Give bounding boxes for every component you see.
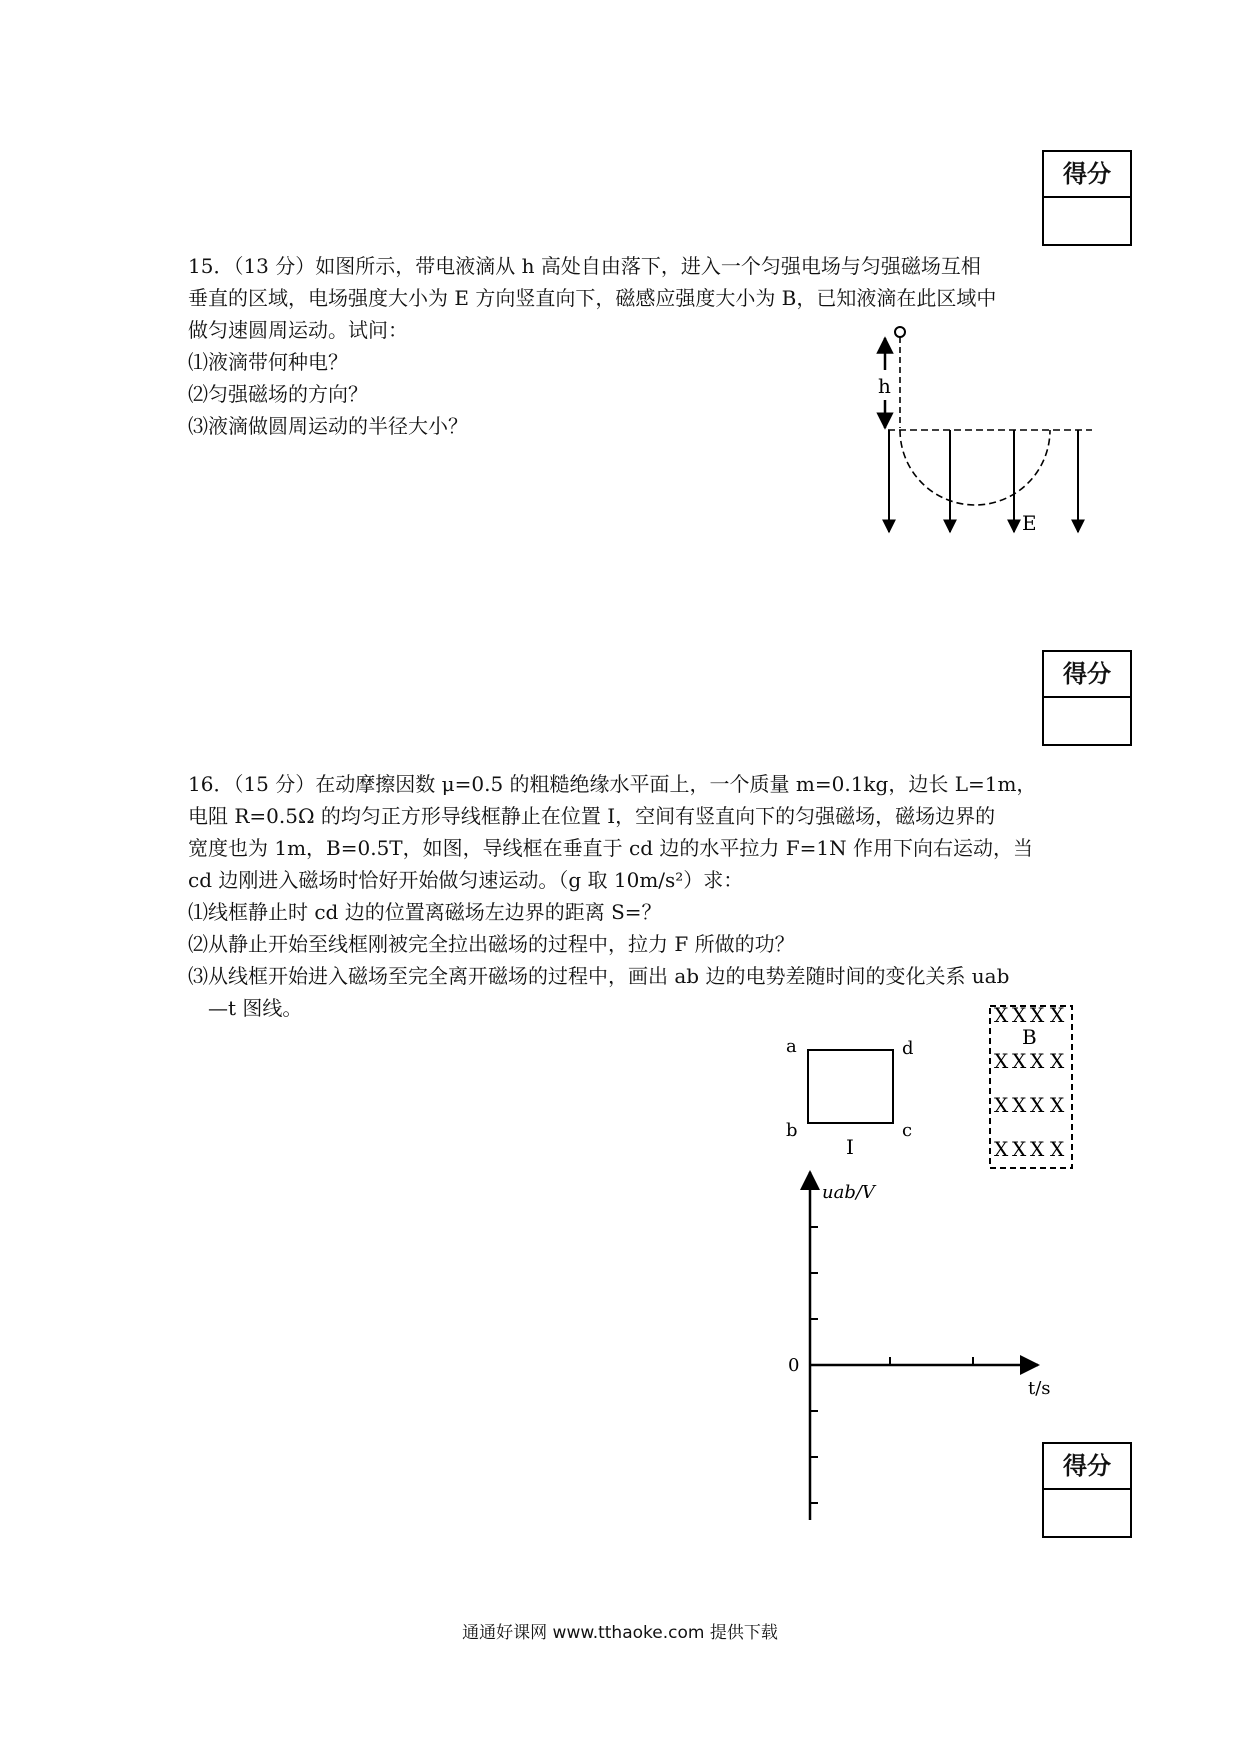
field-x-mark: X	[1012, 1003, 1027, 1027]
footer: 通通好课网 www.tthaoke.com 提供下载	[462, 1623, 778, 1643]
q15-line: 做匀速圆周运动。试问：	[188, 318, 408, 342]
corner-a: a	[786, 1036, 797, 1057]
score-label: 得分	[1044, 152, 1130, 198]
x-axis-label: t/s	[1028, 1378, 1051, 1399]
q15-line: 垂直的区域，电场强度大小为 E 方向竖直向下，磁感应强度大小为 B，已知液滴在此区域中	[188, 286, 997, 310]
h-label: h	[878, 374, 891, 398]
e-label: E	[1022, 511, 1037, 535]
q16-field-region	[986, 1002, 1076, 1172]
wire-frame	[808, 1050, 893, 1123]
q16-line: cd 边刚进入磁场时恰好开始做匀速运动。（g 取 10m/s²）求：	[188, 868, 744, 892]
q16-line: 电阻 R=0.5Ω 的均匀正方形导线框静止在位置 I，空间有竖直向下的匀强磁场，磁场边界的	[188, 804, 996, 828]
field-x-mark: X	[1030, 1137, 1045, 1161]
circular-path	[900, 430, 1050, 505]
field-x-mark: X	[1030, 1003, 1045, 1027]
field-label: B	[1022, 1025, 1037, 1049]
corner-b: b	[786, 1120, 798, 1141]
y-axis-label: uab/V	[822, 1182, 875, 1203]
q16-line: 宽度也为 1m，B=0.5T，如图，导线框在垂直于 cd 边的水平拉力 F=1N 作用下向右运动，当	[188, 836, 1033, 860]
q16-sub-3-cont: —t 图线。	[208, 996, 303, 1020]
field-x-mark: X	[994, 1003, 1009, 1027]
field-x-mark: X	[1050, 1137, 1065, 1161]
field-x-mark: X	[994, 1137, 1009, 1161]
corner-d: d	[902, 1038, 914, 1059]
q16-sub-1: ⑴线框静止时 cd 边的位置离磁场左边界的距离 S=？	[188, 900, 662, 924]
q16-graph	[780, 1160, 1080, 1540]
field-x-mark: X	[1050, 1003, 1065, 1027]
field-x-mark: X	[1012, 1049, 1027, 1073]
score-box-16	[1042, 650, 1132, 746]
question-16	[188, 768, 1058, 1024]
q15-sub-1: ⑴液滴带何种电？	[188, 350, 348, 374]
corner-c: c	[902, 1120, 913, 1141]
score-label: 得分	[1044, 652, 1130, 698]
origin-label: 0	[788, 1355, 800, 1376]
field-x-mark: X	[1012, 1093, 1027, 1117]
field-x-mark: X	[994, 1093, 1009, 1117]
q15-sub-2: ⑵匀强磁场的方向？	[188, 382, 368, 406]
q15-figure	[870, 320, 1100, 540]
q16-sub-3: ⑶从线框开始进入磁场至完全离开磁场的过程中，画出 ab 边的电势差随时间的变化关系 uab	[188, 964, 1010, 988]
q15-sub-3: ⑶液滴做圆周运动的半径大小？	[188, 414, 468, 438]
field-x-mark: X	[994, 1049, 1009, 1073]
droplet	[895, 327, 905, 337]
score-box-15	[1042, 150, 1132, 246]
q16-frame-figure	[780, 1030, 940, 1170]
field-x-mark: X	[1012, 1137, 1027, 1161]
position-label: I	[846, 1135, 854, 1159]
field-x-mark: X	[1030, 1049, 1045, 1073]
q16-line: 16．（15 分）在动摩擦因数 μ=0.5 的粗糙绝缘水平面上，一个质量 m=0.1kg，边长 L=1m，	[188, 772, 1037, 796]
q15-line: 15．（13 分）如图所示，带电液滴从 h 高处自由落下，进入一个匀强电场与匀强磁场互相	[188, 254, 981, 278]
field-x-mark: X	[1050, 1093, 1065, 1117]
score-label: 得分	[1044, 1444, 1130, 1490]
q16-sub-2: ⑵从静止开始至线框刚被完全拉出磁场的过程中，拉力 F 所做的功？	[188, 932, 795, 956]
field-x-mark: X	[1050, 1049, 1065, 1073]
field-x-mark: X	[1030, 1093, 1045, 1117]
